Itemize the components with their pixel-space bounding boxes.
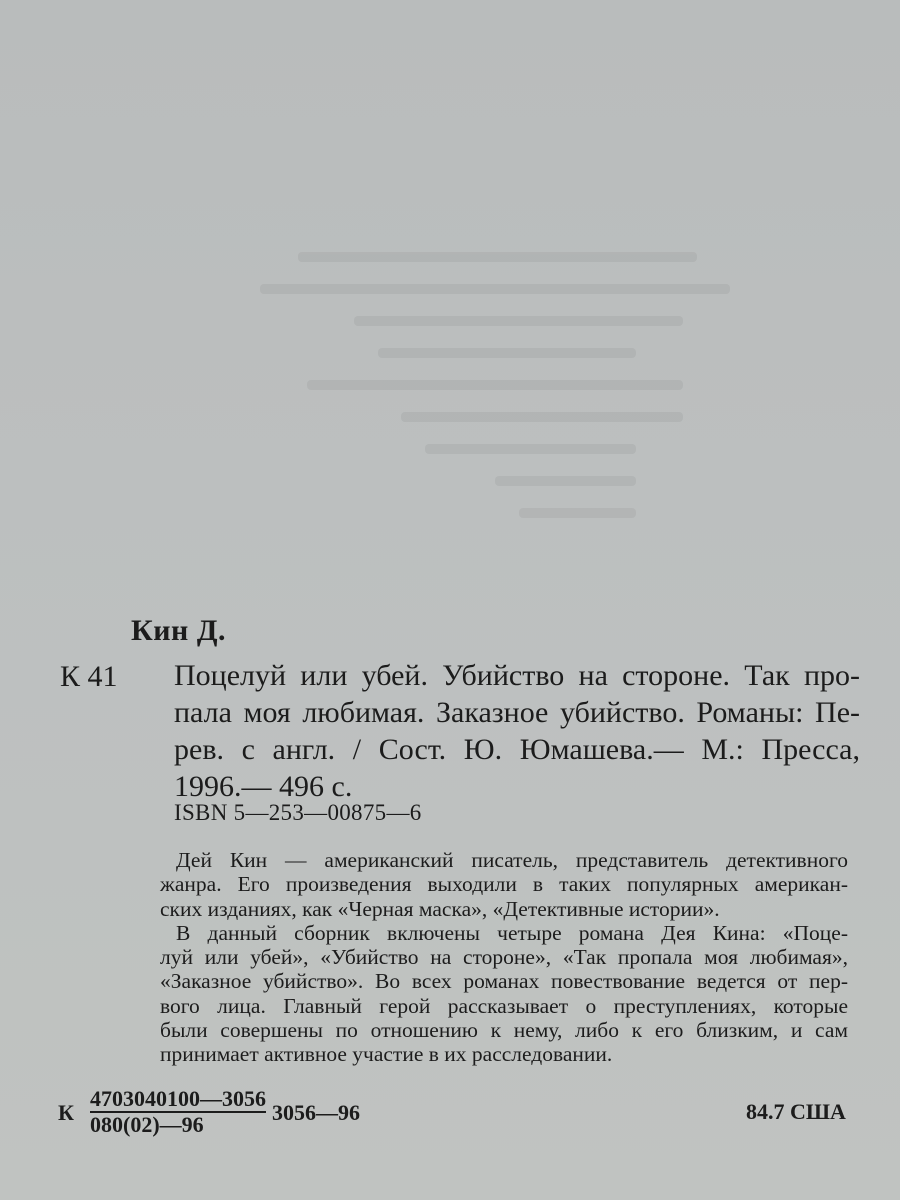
library-class-code: К 41 [60, 660, 118, 693]
annotation-line: «Заказное убийство». Во всех романах повествование ведется от пер- [160, 969, 848, 994]
annotation-line: луй или убей», «Убийство на стороне», «Так пропала моя любимая», [160, 945, 848, 970]
imprint-code: 3056—96 [272, 1100, 360, 1125]
bbk-index: 84.7 США [746, 1099, 846, 1124]
annotation-line: были совершены по отношению к нему, либо к его близким, и сам [160, 1018, 848, 1043]
annotation-line: В данный сборник включены четыре романа Дея Кина: «Поце- [176, 920, 848, 945]
annotation-line: вого лица. Главный герой рассказывает о преступлениях, которые [160, 993, 848, 1018]
annotation-line: жанра. Его произведения выходили в таких популярных американ- [160, 872, 848, 897]
biblio-line: рев. с англ. / Сост. Ю. Юмашева.— М.: Пресса, [174, 733, 860, 766]
bibliographic-description [174, 657, 860, 805]
biblio-line: пала моя любимая. Заказное убийство. Романы: Пе- [174, 696, 860, 729]
publisher-imprint-code [58, 1088, 378, 1138]
imprint-numerator: 4703040100—3056 [90, 1086, 266, 1111]
isbn: ISBN 5—253—00875—6 [174, 800, 422, 825]
biblio-line: Поцелуй или убей. Убийство на стороне. Так про- [174, 659, 860, 692]
annotation-line: принимает активное участие в их расследовании. [160, 1042, 613, 1067]
annotation-line: ских изданиях, как «Черная маска», «Детективные истории». [160, 896, 720, 921]
author-name: Кин Д. [131, 614, 226, 647]
imprint-fraction [90, 1088, 266, 1137]
imprint-denominator: 080(02)—96 [90, 1112, 204, 1137]
biblio-line: 1996.— 496 с. [174, 770, 353, 803]
annotation [160, 848, 848, 1067]
reverse-side-show-through [260, 230, 730, 650]
annotation-line: Дей Кин — американский писатель, представитель детективного [176, 848, 848, 872]
imprint-letter: К [58, 1100, 74, 1125]
